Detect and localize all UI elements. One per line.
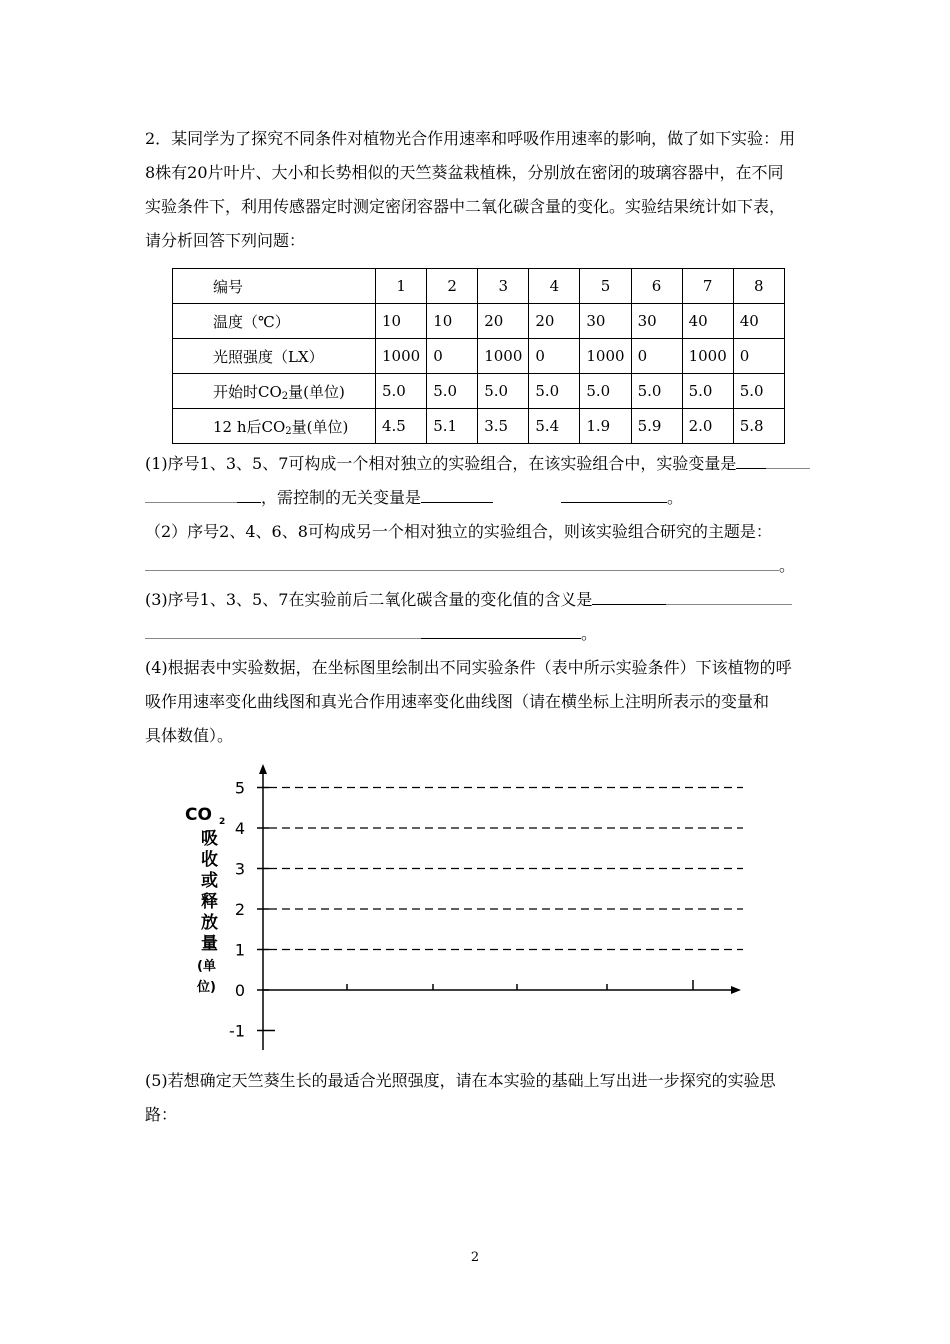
- table-cell: 1: [376, 269, 427, 304]
- table-row: [173, 339, 785, 374]
- table-cell: 3.5: [478, 409, 529, 444]
- table-cell: 4.5: [376, 409, 427, 444]
- q5-line: (5)若想确定天竺葵生长的最适合光照强度，请在本实验的基础上写出进一步探究的实验思: [145, 1071, 776, 1090]
- table-cell: 5.4: [529, 409, 580, 444]
- row-header-text: 开始时CO: [213, 382, 282, 401]
- q5-line: 路：: [145, 1105, 178, 1124]
- table-cell: 5.0: [631, 374, 682, 409]
- q2-line: [145, 549, 815, 583]
- ylabel-co: CO: [185, 805, 212, 825]
- x-ticks: [347, 980, 693, 990]
- q4-line: 吸作用速率变化曲线图和真光合作用速率变化曲线图（请在横坐标上注明所表示的变量和: [145, 692, 770, 711]
- table-row: [173, 304, 785, 339]
- answer-blank[interactable]: [592, 590, 666, 605]
- q4-line: 具体数值）。: [145, 726, 234, 745]
- q3-line: [145, 617, 815, 651]
- table-cell: 30: [631, 304, 682, 339]
- q1-text: ，需控制的无关变量是: [261, 488, 422, 507]
- table-cell: 5.0: [376, 374, 427, 409]
- table-row: [173, 409, 785, 444]
- table-cell: 30: [580, 304, 631, 339]
- table-cell: 40: [733, 304, 784, 339]
- table-cell: 5.0: [529, 374, 580, 409]
- question-intro: [145, 122, 815, 258]
- table-cell: 8: [733, 269, 784, 304]
- table-cell: 5.0: [733, 374, 784, 409]
- question-3: [145, 583, 815, 651]
- y-tick-label: 2: [234, 900, 245, 919]
- table-cell: 5: [580, 269, 631, 304]
- answer-blank[interactable]: [736, 454, 766, 469]
- intro-line: 实验条件下，利用传感器定时测定密闭容器中二氧化碳含量的变化。实验结果统计如下表，: [145, 197, 786, 216]
- y-tick-label: 0: [234, 981, 245, 1000]
- experiment-table: [172, 268, 785, 444]
- row-header: [173, 409, 376, 444]
- ylabel-char: 位): [197, 980, 216, 995]
- table-cell: 0: [733, 339, 784, 374]
- answer-blank[interactable]: [145, 488, 237, 503]
- gridlines: [269, 788, 743, 950]
- row-header-text: 12 h后CO: [213, 417, 286, 436]
- table-cell: 10: [376, 304, 427, 339]
- subscript: 2: [281, 390, 289, 402]
- y-tick-label: 5: [234, 778, 245, 798]
- co2-chart: [175, 760, 755, 1055]
- question-4: [145, 651, 815, 753]
- row-header: 温度（℃）: [173, 304, 376, 339]
- table-cell: 4: [529, 269, 580, 304]
- y-axis-label: [185, 805, 225, 995]
- row-header: 编号: [173, 269, 376, 304]
- table-cell: 5.0: [580, 374, 631, 409]
- intro-line: 2．某同学为了探究不同条件对植物光合作用速率和呼吸作用速率的影响，做了如下实验：用: [145, 129, 796, 148]
- table-cell: 1000: [682, 339, 733, 374]
- table-cell: 1000: [580, 339, 631, 374]
- row-header: [173, 374, 376, 409]
- question-2: [145, 515, 815, 583]
- intro-line: 8株有20片叶片、大小和长势相似的天竺葵盆栽植株，分别放在密闭的玻璃容器中，在不同: [145, 163, 784, 182]
- q1-text: (1)序号1、3、5、7可构成一个相对独立的实验组合，在该实验组合中，实验变量是: [145, 454, 737, 473]
- ylabel-char: (单: [197, 959, 216, 974]
- table-cell: 1.9: [580, 409, 631, 444]
- x-axis-arrow: [731, 986, 741, 994]
- page-number: 2: [470, 1250, 480, 1265]
- table-cell: 5.0: [478, 374, 529, 409]
- y-tick-label: -1: [229, 1021, 245, 1041]
- table-row: [173, 374, 785, 409]
- row-header: 光照强度（LX）: [173, 339, 376, 374]
- table-cell: 5.0: [427, 374, 478, 409]
- table-cell: 2: [427, 269, 478, 304]
- ylabel-char: 放: [201, 913, 218, 933]
- answer-blank[interactable]: [145, 556, 779, 571]
- q3-line: [145, 583, 815, 617]
- answer-blank[interactable]: [421, 488, 493, 503]
- table-cell: 5.0: [682, 374, 733, 409]
- answer-blank[interactable]: [766, 454, 810, 469]
- answer-blank[interactable]: [237, 488, 261, 503]
- y-tick-label: 3: [234, 859, 245, 879]
- table-cell: 5.9: [631, 409, 682, 444]
- table-cell: 0: [529, 339, 580, 374]
- answer-blank[interactable]: [666, 590, 792, 605]
- table-cell: 20: [529, 304, 580, 339]
- table-cell: 6: [631, 269, 682, 304]
- ylabel-sub: 2: [219, 817, 226, 827]
- table-cell: 1000: [376, 339, 427, 374]
- q1-end: 。: [667, 488, 684, 507]
- ylabel-char: 收: [201, 850, 218, 870]
- y-tick-label: 1: [234, 940, 245, 960]
- table-cell: 10: [427, 304, 478, 339]
- ylabel-char: 吸: [201, 829, 218, 849]
- q2-end: 。: [779, 556, 796, 575]
- row-header-suffix: 量(单位): [288, 382, 345, 401]
- q1-line: [145, 447, 815, 481]
- table-cell: 2.0: [682, 409, 733, 444]
- ylabel-char: 量: [201, 934, 218, 954]
- answer-blank[interactable]: [145, 624, 421, 639]
- answer-blank[interactable]: [561, 488, 667, 503]
- answer-blank[interactable]: [421, 624, 581, 639]
- q3-text: (3)序号1、3、5、7在实验前后二氧化碳含量的变化值的含义是: [145, 590, 593, 609]
- y-ticks: [229, 779, 275, 1041]
- table-cell: 40: [682, 304, 733, 339]
- q1-line: [145, 481, 815, 515]
- table-cell: 7: [682, 269, 733, 304]
- table-row: [173, 269, 785, 304]
- intro-line: 请分析回答下列问题：: [145, 231, 306, 250]
- question-1: [145, 447, 815, 515]
- table-cell: 1000: [478, 339, 529, 374]
- y-axis-arrow: [259, 764, 267, 774]
- y-tick-label: 4: [234, 819, 245, 838]
- table-cell: 0: [631, 339, 682, 374]
- question-5: [145, 1064, 815, 1132]
- q4-line: (4)根据表中实验数据，在坐标图里绘制出不同实验条件（表中所示实验条件）下该植物的呼: [145, 658, 792, 677]
- q2-text: （2）序号2、4、6、8可构成另一个相对独立的实验组合，则该实验组合研究的主题是：: [145, 522, 772, 541]
- ylabel-char: 或: [201, 871, 218, 891]
- table-cell: 0: [427, 339, 478, 374]
- q3-end: 。: [581, 624, 598, 643]
- subscript: 2: [285, 425, 292, 437]
- table-cell: 5.1: [427, 409, 478, 444]
- row-header-suffix: 量(单位): [291, 417, 349, 436]
- table-cell: 5.8: [733, 409, 784, 444]
- table-cell: 20: [478, 304, 529, 339]
- ylabel-char: 释: [201, 892, 218, 912]
- table-cell: 3: [478, 269, 529, 304]
